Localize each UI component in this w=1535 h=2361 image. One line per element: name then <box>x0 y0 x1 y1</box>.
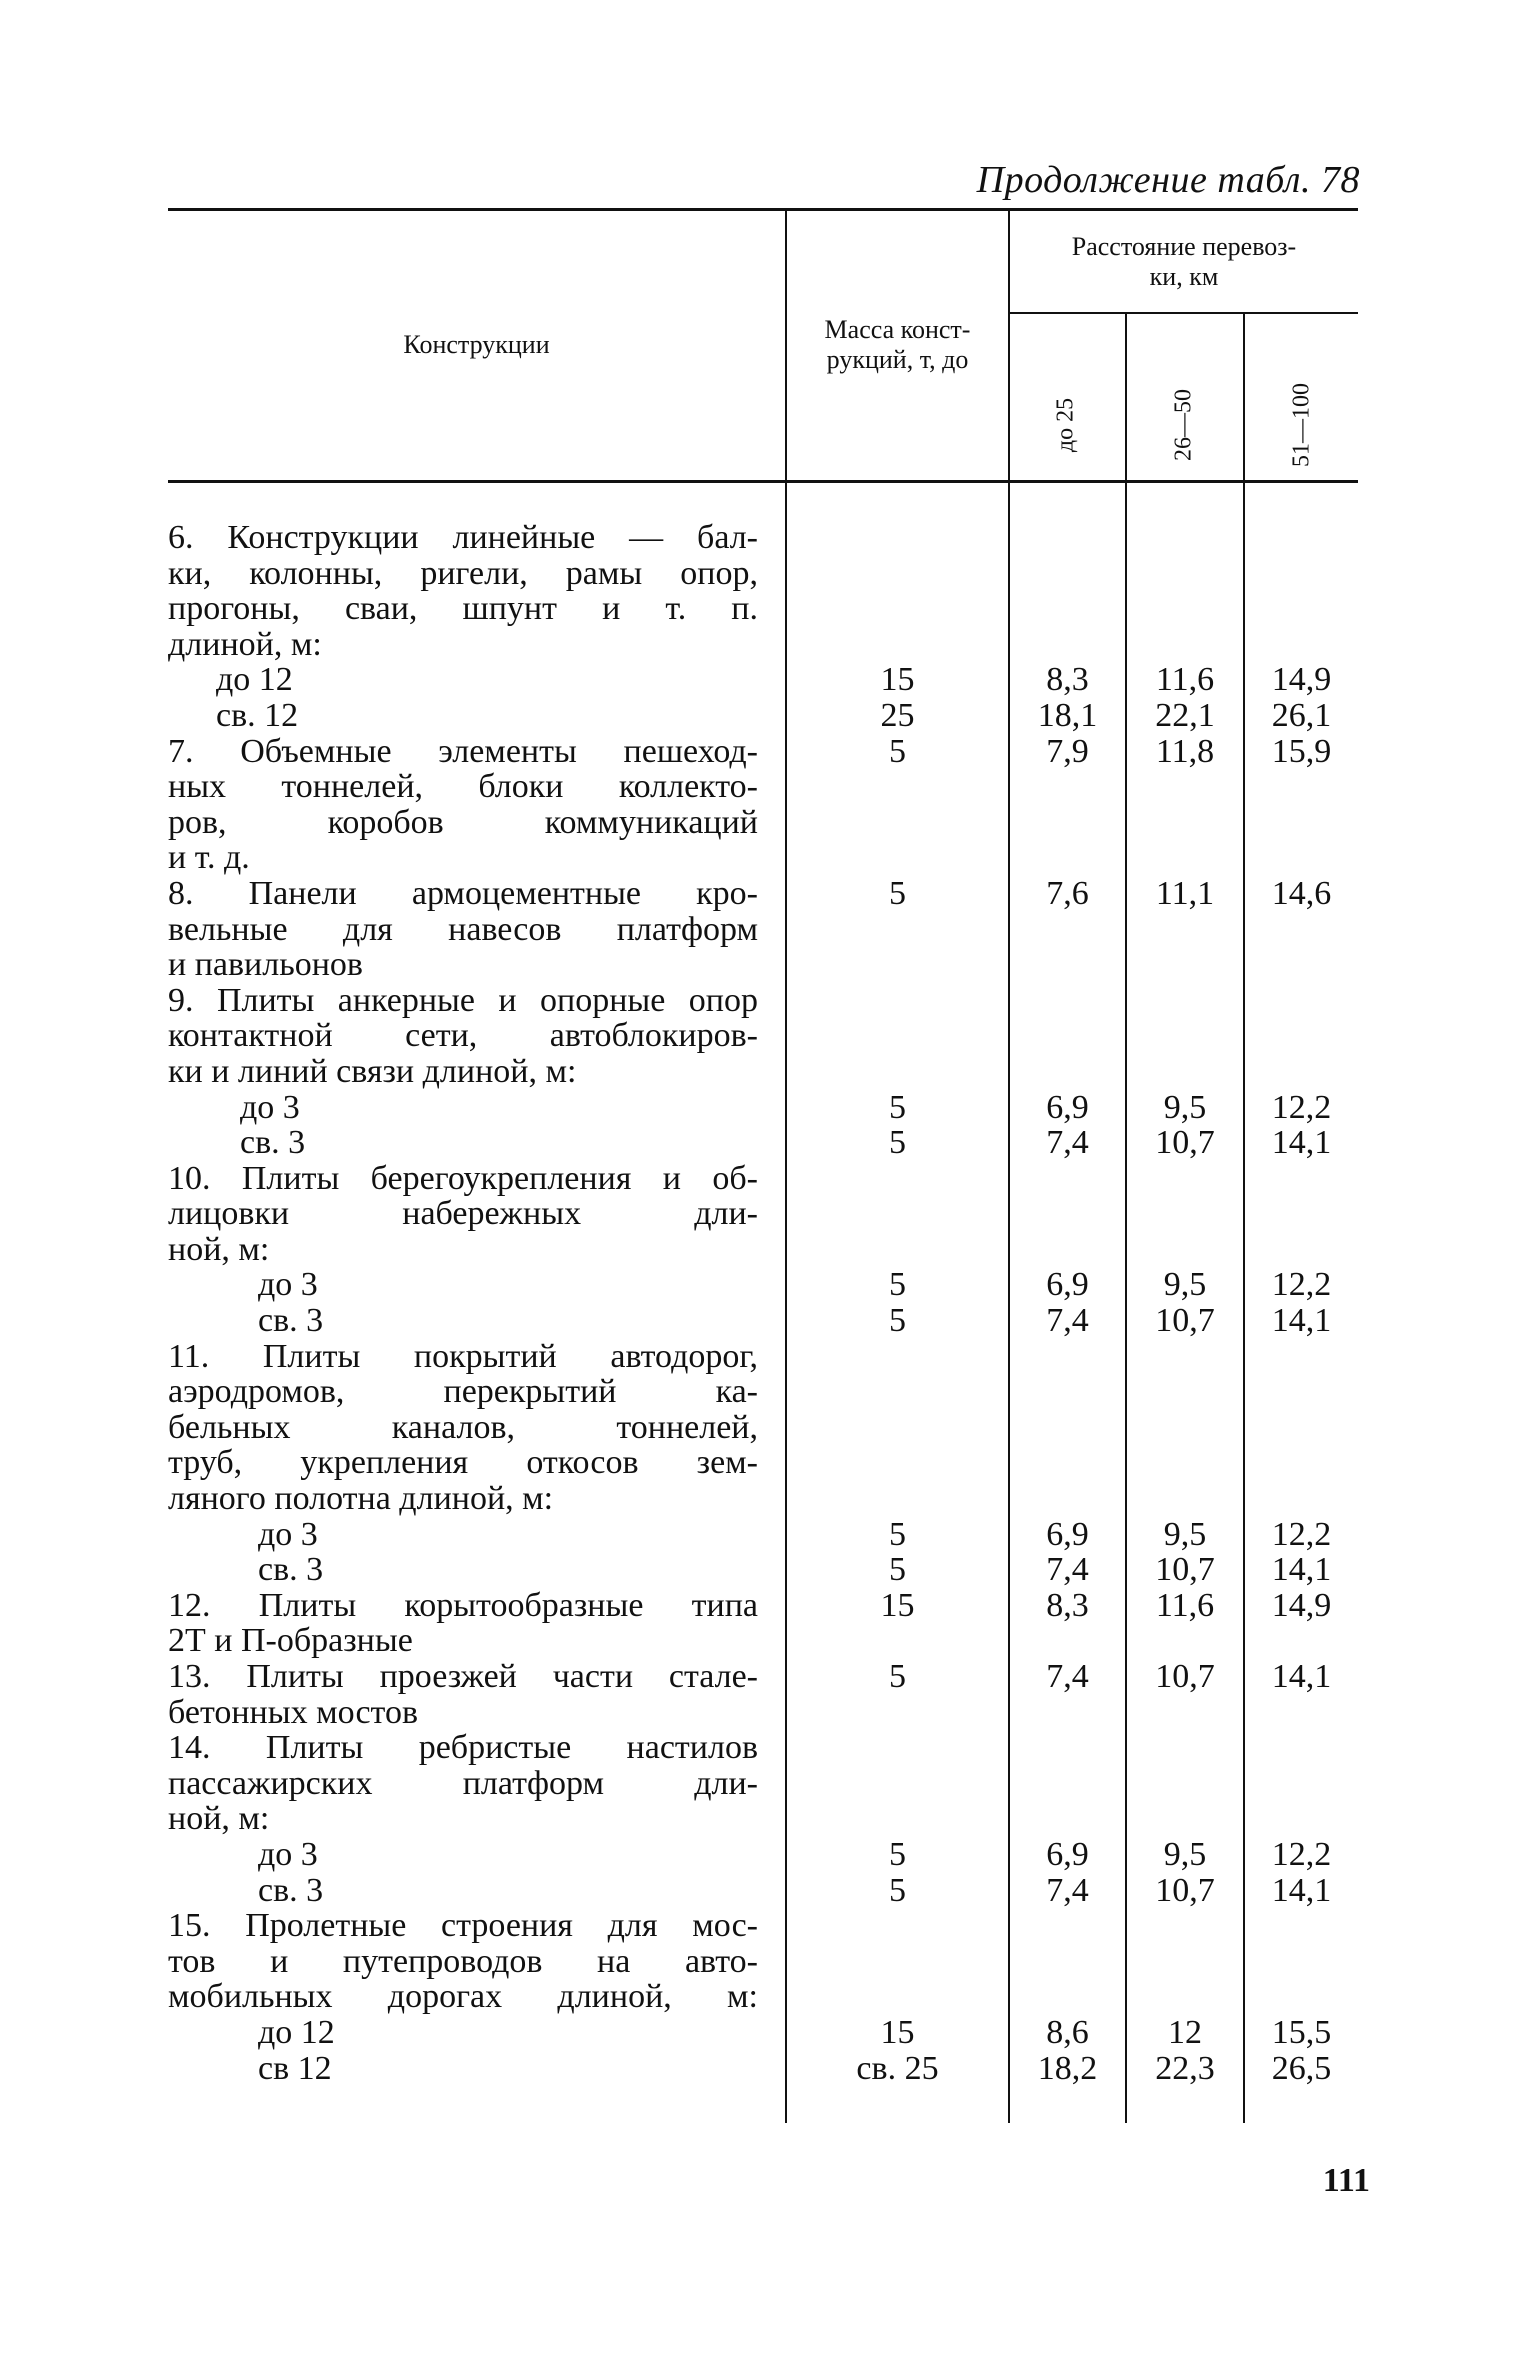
table-cell-d2 <box>1127 1445 1243 1481</box>
table-cell-mass <box>787 520 1008 556</box>
table-cell-d1 <box>1010 1979 1125 2015</box>
table-cell-mass <box>787 591 1008 627</box>
table-cell-d2 <box>1127 1161 1243 1197</box>
table-cell-d1 <box>1010 591 1125 627</box>
table-cell-d3: 14,9 <box>1271 661 1332 699</box>
table-cell-d3 <box>1245 1979 1358 2015</box>
table-cell-mass <box>787 1196 1008 1232</box>
table-cell-d2 <box>1127 1979 1243 2015</box>
table-cell-d1: 18,2 <box>1037 2049 1098 2087</box>
table-cell-d2 <box>1127 556 1243 592</box>
table-cell-d2: 22,1 <box>1155 696 1215 734</box>
table-cell-d2: 11,6 <box>1155 661 1215 699</box>
table-cell-d2 <box>1127 1766 1243 1802</box>
table-cell-d2 <box>1127 1695 1243 1731</box>
table-row-text: св 12 <box>258 2049 332 2087</box>
table-cell-mass: 5 <box>889 1835 906 1873</box>
table-cell-d2 <box>1127 1481 1243 1517</box>
page-number: 111 <box>1322 2162 1370 2199</box>
table-cell-mass <box>787 1695 1008 1731</box>
table-cell-d3 <box>1245 1766 1358 1802</box>
table-cell-d2 <box>1127 1018 1243 1054</box>
table-cell-d2: 12 <box>1168 2013 1202 2051</box>
table-cell-d3: 12,2 <box>1271 1266 1332 1304</box>
table-cell-d1 <box>1010 520 1125 556</box>
header-bottom-rule <box>168 480 1358 483</box>
table-cell-d3 <box>1245 1339 1358 1375</box>
table-cell-d1 <box>1010 627 1125 663</box>
table-row-text: ной, м: <box>168 1230 270 1268</box>
table-cell-mass: 5 <box>889 1551 906 1589</box>
table-row-text: вельные для навесов платформ <box>168 910 758 948</box>
table-cell-d2 <box>1127 1801 1243 1837</box>
table-cell-d3 <box>1245 1695 1358 1731</box>
table-row-text: контактной сети, автоблокиров- <box>168 1017 758 1055</box>
table-cell-mass: св. 25 <box>856 2049 939 2087</box>
table-cell-d2 <box>1127 1196 1243 1232</box>
table-cell-mass: 5 <box>889 874 906 912</box>
table-cell-mass <box>787 1908 1008 1944</box>
table-cell-mass <box>787 1944 1008 1980</box>
table-cell-d1 <box>1010 1410 1125 1446</box>
table-cell-mass: 5 <box>889 732 906 770</box>
table-cell-mass: 5 <box>889 1302 906 1340</box>
table-row-text: до 3 <box>258 1266 318 1304</box>
table-cell-d3: 14,1 <box>1271 1302 1332 1340</box>
table-row-text: мобильных дорогах длиной, м: <box>168 1978 758 2016</box>
table-cell-d1 <box>1010 1944 1125 1980</box>
table-cell-d1: 18,1 <box>1037 696 1098 734</box>
table-cell-d3: 12,2 <box>1271 1088 1332 1126</box>
table-cell-d1: 8,6 <box>1046 2013 1089 2051</box>
table-cell-d3: 12,2 <box>1271 1835 1332 1873</box>
table-cell-d3 <box>1245 1944 1358 1980</box>
table-cell-d2 <box>1127 840 1243 876</box>
header-construction: Конструкции <box>403 330 550 359</box>
table-cell-d1 <box>1010 769 1125 805</box>
table-cell-d3 <box>1245 1054 1358 1090</box>
table-cell-d2 <box>1127 627 1243 663</box>
table-cell-d3 <box>1245 1445 1358 1481</box>
header-distance-2: 51—100 <box>1288 383 1315 467</box>
table-row-text: 10. Плиты берегоукрепления и об- <box>168 1159 758 1197</box>
header-line: Масса конст- <box>824 315 971 344</box>
table-row-text: 2Т и П-образные <box>168 1622 413 1660</box>
table-cell-d1: 6,9 <box>1046 1088 1089 1126</box>
table-cell-d1 <box>1010 1908 1125 1944</box>
table-cell-d3 <box>1245 1196 1358 1232</box>
table-row-text: и павильонов <box>168 946 363 984</box>
table-cell-d3 <box>1245 840 1358 876</box>
table-cell-mass: 5 <box>889 1088 906 1126</box>
table-cell-d3 <box>1245 1623 1358 1659</box>
table-cell-mass <box>787 1339 1008 1375</box>
header-distance-group <box>1010 232 1358 292</box>
table-row-text: ки, колонны, ригели, рамы опор, <box>168 554 758 592</box>
table-cell-mass <box>787 1374 1008 1410</box>
table-cell-d1 <box>1010 1018 1125 1054</box>
table-row-text: 13. Плиты проезжей части стале- <box>168 1658 758 1695</box>
table-cell-d1 <box>1010 1232 1125 1268</box>
table-row-text: и т. д. <box>168 839 250 877</box>
table-cell-d2: 11,6 <box>1155 1586 1215 1624</box>
table-row-text: ных тоннелей, блоки коллекто- <box>168 768 758 806</box>
table-cell-d3 <box>1245 591 1358 627</box>
table-cell-d2: 9,5 <box>1163 1835 1207 1873</box>
table-cell-mass: 5 <box>889 1124 906 1162</box>
table-cell-d2: 22,3 <box>1155 2049 1215 2087</box>
table-cell-d1: 7,4 <box>1046 1302 1089 1340</box>
table-cell-d2 <box>1127 805 1243 841</box>
table-cell-d3 <box>1245 1908 1358 1944</box>
table-cell-mass: 5 <box>889 1658 906 1695</box>
table-cell-d3 <box>1245 769 1358 805</box>
table-row-text: лицовки набережных дли- <box>168 1195 758 1233</box>
table-cell-d1 <box>1010 983 1125 1019</box>
table-cell-d1: 7,4 <box>1046 1124 1089 1162</box>
table-cell-d1: 7,4 <box>1046 1871 1089 1909</box>
table-row-text: бетонных мостов <box>168 1693 419 1731</box>
table-cell-d3 <box>1245 1481 1358 1517</box>
table-cell-d1: 7,6 <box>1046 874 1089 912</box>
table-cell-d1 <box>1010 1623 1125 1659</box>
table-row-text: ки и линий связи длиной, м: <box>168 1052 577 1090</box>
table-row-text: св. 3 <box>240 1124 306 1162</box>
table-cell-d1 <box>1010 1339 1125 1375</box>
table-cell-mass <box>787 1979 1008 2015</box>
table-cell-d1 <box>1010 912 1125 948</box>
table-cell-d3 <box>1245 1018 1358 1054</box>
header-line: ки, км <box>1149 262 1219 291</box>
table-cell-d3 <box>1245 983 1358 1019</box>
table-row-text: пассажирских платформ дли- <box>168 1764 758 1802</box>
table-cell-d3 <box>1245 947 1358 983</box>
table-row-text: ной, м: <box>168 1800 270 1838</box>
table-cell-d1 <box>1010 1161 1125 1197</box>
table-cell-d2: 10,7 <box>1155 1551 1215 1589</box>
table-cell-d2 <box>1127 1410 1243 1446</box>
table-cell-d3: 15,9 <box>1271 732 1332 770</box>
table-cell-d1 <box>1010 1695 1125 1731</box>
table-cell-d2 <box>1127 1232 1243 1268</box>
table-cell-d1: 7,4 <box>1046 1551 1089 1589</box>
table-cell-mass: 5 <box>889 1515 906 1553</box>
table-cell-d3: 14,6 <box>1271 874 1332 912</box>
table-row-text: 7. Объемные элементы пешеход- <box>168 732 758 770</box>
table-cell-mass <box>787 627 1008 663</box>
table-cell-mass <box>787 840 1008 876</box>
table-cell-d1: 6,9 <box>1046 1515 1089 1553</box>
table-cell-d2: 10,7 <box>1155 1871 1215 1909</box>
table-row-text: труб, укрепления откосов зем- <box>168 1444 758 1482</box>
table-cell-d3: 15,5 <box>1271 2013 1332 2051</box>
table-cell-d2 <box>1127 769 1243 805</box>
table-cell-d1: 8,3 <box>1046 661 1089 699</box>
distance-column-1 <box>1127 520 1243 2086</box>
table-row-text: 14. Плиты ребристые настилов <box>168 1729 758 1767</box>
table-top-rule <box>168 208 1358 211</box>
table-row-text: 15. Пролетные строения для мос- <box>168 1907 758 1945</box>
table-cell-mass: 25 <box>880 696 915 734</box>
table-cell-d1: 8,3 <box>1046 1586 1089 1624</box>
table-cell-mass: 5 <box>889 1871 906 1909</box>
table-cell-d2 <box>1127 1944 1243 1980</box>
table-row-text: св. 3 <box>258 1871 324 1909</box>
table-cell-d1: 7,9 <box>1046 732 1089 770</box>
table-cell-d2: 9,5 <box>1163 1515 1207 1553</box>
table-cell-mass <box>787 983 1008 1019</box>
table-cell-d2: 9,5 <box>1163 1266 1207 1304</box>
table-cell-mass <box>787 769 1008 805</box>
header-line: Расстояние перевоз- <box>1071 232 1297 261</box>
table-cell-d1 <box>1010 1766 1125 1802</box>
table-cell-mass <box>787 1445 1008 1481</box>
table-row-text: бельных каналов, тоннелей, <box>168 1408 758 1446</box>
table-cell-d2 <box>1127 912 1243 948</box>
table-cell-d3 <box>1245 627 1358 663</box>
table-cell-d3: 14,1 <box>1271 1871 1332 1909</box>
table-row-text: до 12 <box>258 2013 335 2051</box>
table-cell-mass <box>787 805 1008 841</box>
table-cell-d1 <box>1010 1374 1125 1410</box>
table-cell-d3 <box>1245 805 1358 841</box>
distance-group-rule <box>1008 312 1358 314</box>
table-cell-d3 <box>1245 1410 1358 1446</box>
table-cell-d2 <box>1127 1730 1243 1766</box>
continuation-title: Продолжение табл. 78 <box>976 159 1360 201</box>
table-row-text: тов и путепроводов на авто- <box>168 1942 758 1980</box>
table-row-text: 6. Конструкции линейные — бал- <box>168 519 758 556</box>
table-cell-d3 <box>1245 1730 1358 1766</box>
table-row-text: 12. Плиты корытообразные типа <box>168 1586 758 1624</box>
table-cell-d1 <box>1010 1481 1125 1517</box>
table-cell-d1 <box>1010 556 1125 592</box>
table-cell-d1: 7,4 <box>1046 1658 1089 1695</box>
table-cell-mass <box>787 1018 1008 1054</box>
table-cell-d2 <box>1127 1374 1243 1410</box>
table-cell-mass <box>787 947 1008 983</box>
table-cell-d3: 14,1 <box>1271 1124 1332 1162</box>
table-cell-mass <box>787 556 1008 592</box>
distance-column-2 <box>1245 520 1358 2086</box>
table-cell-d3 <box>1245 1232 1358 1268</box>
table-row-text: 11. Плиты покрытий автодорог, <box>168 1337 758 1375</box>
table-cell-d3 <box>1245 1374 1358 1410</box>
table-cell-d1: 6,9 <box>1046 1835 1089 1873</box>
table-cell-d1 <box>1010 1445 1125 1481</box>
table-cell-mass <box>787 1801 1008 1837</box>
table-cell-d2 <box>1127 983 1243 1019</box>
table-row-text: св. 3 <box>258 1302 324 1340</box>
table-cell-mass: 5 <box>889 1266 906 1304</box>
table-cell-d2: 10,7 <box>1155 1302 1215 1340</box>
table-cell-d1 <box>1010 1801 1125 1837</box>
table-row-text: аэродромов, перекрытий ка- <box>168 1373 758 1411</box>
table-cell-mass <box>787 1232 1008 1268</box>
table-cell-d3 <box>1245 1161 1358 1197</box>
table-cell-d2: 11,1 <box>1155 874 1215 912</box>
table-cell-mass: 15 <box>880 661 915 699</box>
table-row-text: до 12 <box>216 661 293 699</box>
table-cell-mass <box>787 1161 1008 1197</box>
table-cell-d2: 11,8 <box>1155 732 1215 770</box>
table-cell-d1 <box>1010 1196 1125 1232</box>
table-cell-d1 <box>1010 840 1125 876</box>
table-cell-mass <box>787 1623 1008 1659</box>
header-distance-1: 26—50 <box>1170 389 1197 461</box>
table-cell-mass: 15 <box>880 2013 915 2051</box>
table-row-text: св. 12 <box>216 696 299 734</box>
table-cell-d3: 14,1 <box>1271 1658 1332 1695</box>
table-cell-d3: 14,9 <box>1271 1586 1332 1624</box>
table-cell-d2: 9,5 <box>1163 1088 1207 1126</box>
table-cell-d2 <box>1127 520 1243 556</box>
table-cell-d2 <box>1127 591 1243 627</box>
table-row-text: до 3 <box>240 1088 300 1126</box>
table-row-text: прогоны, сваи, шпунт и т. п. <box>168 590 758 628</box>
table-row-text: ров, коробов коммуникаций <box>168 803 758 841</box>
header-distance-0: до 25 <box>1052 397 1079 453</box>
table-row-text: св. 3 <box>258 1551 324 1589</box>
table-cell-d3 <box>1245 556 1358 592</box>
table-row-text: ляного полотна длиной, м: <box>168 1480 554 1518</box>
table-row-text: до 3 <box>258 1835 318 1873</box>
table-cell-mass <box>787 1481 1008 1517</box>
distance-column-0 <box>1010 520 1125 2086</box>
table-row-text: 8. Панели армоцементные кро- <box>168 874 758 912</box>
table-cell-d1 <box>1010 805 1125 841</box>
header-line: рукций, т, до <box>826 345 969 374</box>
table-cell-d2 <box>1127 947 1243 983</box>
table-cell-mass: 15 <box>880 1586 915 1624</box>
table-cell-d1: 6,9 <box>1046 1266 1089 1304</box>
table-cell-d3: 14,1 <box>1271 1551 1332 1589</box>
table-cell-d2: 10,7 <box>1155 1658 1215 1695</box>
table-cell-d3 <box>1245 1801 1358 1837</box>
construction-column <box>168 520 758 2086</box>
table-cell-d2 <box>1127 1908 1243 1944</box>
table-cell-d1 <box>1010 947 1125 983</box>
header-mass <box>787 315 1008 375</box>
table-cell-d3 <box>1245 520 1358 556</box>
table-cell-d2 <box>1127 1623 1243 1659</box>
table-row-text: 9. Плиты анкерные и опорные опор <box>168 981 758 1019</box>
table-row-text: до 3 <box>258 1515 318 1553</box>
table-cell-d2: 10,7 <box>1155 1124 1215 1162</box>
table-cell-d2 <box>1127 1339 1243 1375</box>
mass-column <box>787 520 1008 2086</box>
table-cell-d3: 26,5 <box>1271 2049 1332 2087</box>
table-cell-mass <box>787 1410 1008 1446</box>
table-cell-d3 <box>1245 912 1358 948</box>
table-cell-mass <box>787 1054 1008 1090</box>
table-cell-d1 <box>1010 1054 1125 1090</box>
table-cell-mass <box>787 912 1008 948</box>
table-cell-d3: 12,2 <box>1271 1515 1332 1553</box>
table-cell-d2 <box>1127 1054 1243 1090</box>
table-cell-d3: 26,1 <box>1271 696 1332 734</box>
table-cell-mass <box>787 1730 1008 1766</box>
table-cell-mass <box>787 1766 1008 1802</box>
table-cell-d1 <box>1010 1730 1125 1766</box>
table-row-text: длиной, м: <box>168 625 322 663</box>
